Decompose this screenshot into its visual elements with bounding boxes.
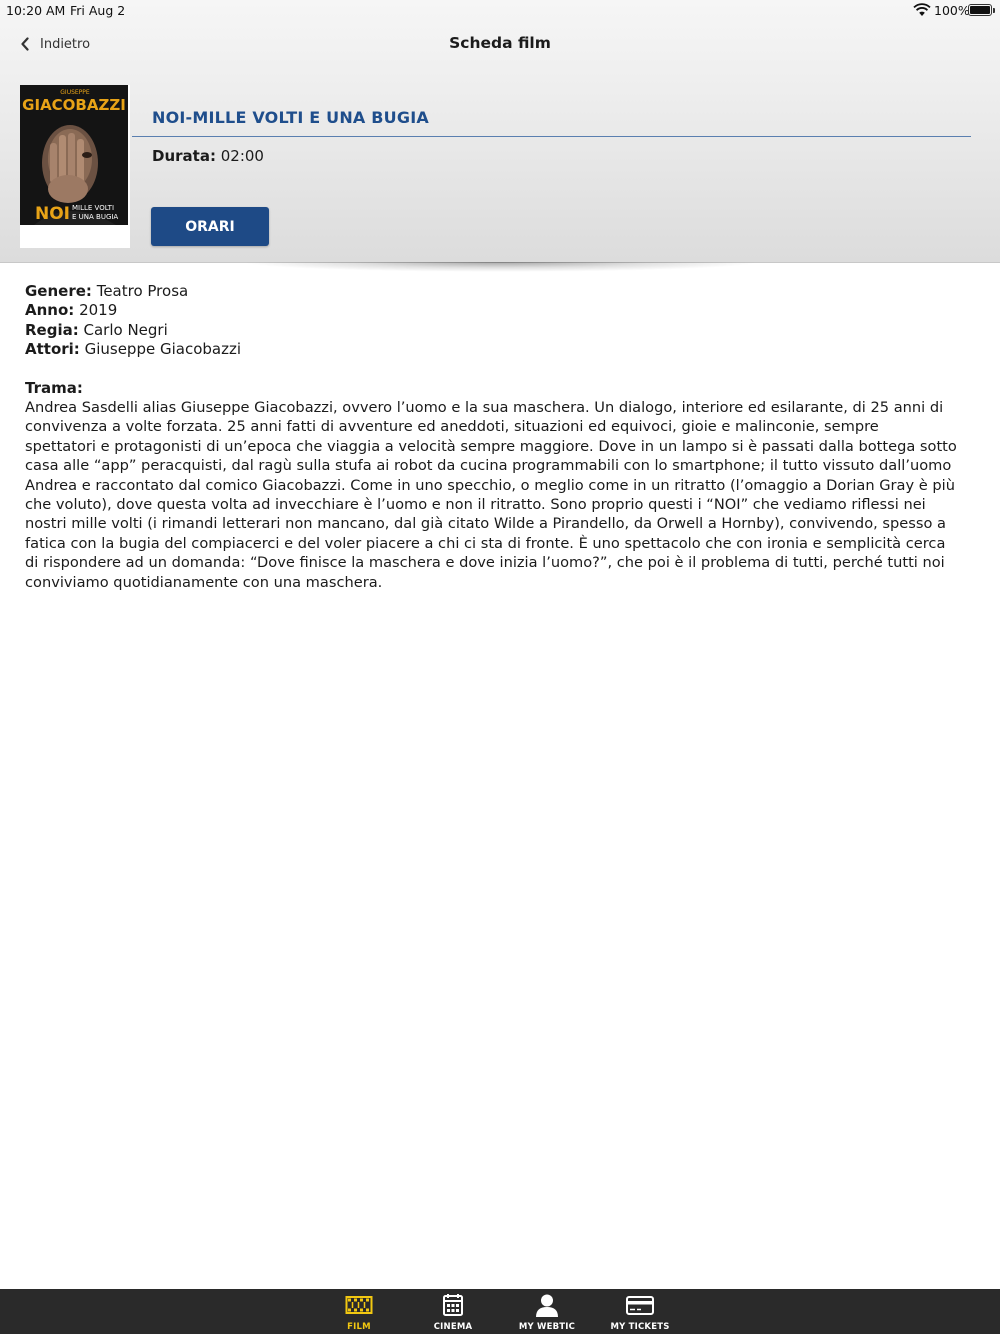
- attori-label: Attori:: [25, 340, 80, 359]
- genere-label: Genere:: [25, 282, 92, 300]
- tab-my-tickets[interactable]: [593, 1289, 687, 1334]
- regia-value: Carlo Negri: [83, 320, 168, 339]
- calendar-icon: [439, 1293, 467, 1317]
- film-strip-icon: [345, 1293, 373, 1317]
- durata-label: Durata:: [152, 147, 216, 165]
- back-label: Indietro: [40, 36, 91, 52]
- anno-row: [25, 301, 980, 320]
- genere-value: Teatro Prosa: [96, 282, 189, 300]
- credit-card-icon: [626, 1293, 654, 1317]
- tab-cinema-label: CINEMA: [433, 1322, 473, 1332]
- trama-line: di rispondere ad un domanda: “Dove finisce la maschera e dove inizia l’uomo?”, che poi è il problema di tutti, perché tutti noi: [25, 554, 945, 572]
- tab-my-tickets-label: MY TICKETS: [610, 1322, 670, 1332]
- tab-film[interactable]: [312, 1289, 406, 1334]
- poster-line2: E UNA BUGIA: [72, 213, 119, 221]
- trama-line: convivenza a volte forzata. 25 anni fatti di avventure ed aneddoti, situazioni ed equivoci, gioie e malinconie, sempre: [25, 418, 879, 436]
- tab-my-webtic-label: MY WEBTIC: [518, 1322, 576, 1332]
- poster-noi: NOI: [35, 204, 71, 224]
- tab-film-label: FILM: [347, 1322, 371, 1332]
- header-shadow: [240, 262, 760, 272]
- trama-line: conviviamo quotidianamente con una maschera.: [25, 573, 383, 591]
- tab-my-webtic[interactable]: [500, 1289, 594, 1334]
- user-icon: [533, 1293, 561, 1317]
- trama-label: Trama:: [25, 378, 83, 397]
- trama-line: casa alle “app” peracquisti, dal ragù sulla stufa ai robot da cucina programmabili con lo smartphone; il tutto vissuto dall’uomo: [25, 457, 952, 475]
- status-time: 10:20 AM: [6, 3, 66, 18]
- page-title: Scheda film: [449, 34, 551, 52]
- status-date: Fri Aug 2: [70, 3, 126, 18]
- trama-line: Andrea e raccontato dal comico Giacobazzi. Come in uno specchio, o meglio come in un ritratto (l’omaggio a Dorian Gray è più: [25, 476, 955, 494]
- attori-value: Giuseppe Giacobazzi: [84, 340, 241, 359]
- anno-label: Anno:: [25, 301, 75, 320]
- attori-row: [25, 340, 980, 359]
- durata-row: [152, 147, 264, 165]
- status-bar: [0, 0, 1000, 22]
- trama-line: nostri mille volti (i rimandi letterari non mancano, dal già citato Wilde a Pirandello, da Orwell a Hornby), convivendo, spesso a: [25, 515, 946, 533]
- battery-icon: [968, 4, 992, 16]
- regia-label: Regia:: [25, 320, 79, 339]
- tab-bar: [0, 1289, 1000, 1334]
- battery-percentage: 100%: [934, 3, 970, 18]
- orari-button[interactable]: ORARI: [151, 207, 269, 246]
- film-title: NOI-MILLE VOLTI E UNA BUGIA: [152, 108, 429, 127]
- wifi-icon: [913, 3, 931, 17]
- poster-name: GIACOBAZZI: [22, 96, 126, 114]
- trama-text: [25, 398, 980, 592]
- anno-value: 2019: [79, 301, 118, 320]
- trama-line: che voluto), dove questa volta ad invecchiare è l’uomo e non il ritratto. Sono proprio questi i “NOI” che vediamo riflessi nei: [25, 496, 926, 514]
- poster-line1: MILLE VOLTI: [72, 204, 115, 212]
- film-details: [25, 282, 980, 592]
- tab-cinema[interactable]: [406, 1289, 500, 1334]
- trama-line: spettatori e protagonisti di un’epoca che viaggia a velocità sempre maggiore. Dove in un lampo si è passati dalla bottega sotto: [25, 437, 957, 455]
- title-divider: [132, 136, 971, 137]
- trama-line: Andrea Sasdelli alias Giuseppe Giacobazzi, ovvero l’uomo e la sua maschera. Un dialogo, interiore ed esilarante, di 25 anni di: [25, 399, 944, 417]
- regia-row: [25, 321, 980, 340]
- film-poster: [20, 85, 130, 248]
- battery-tip: [993, 8, 995, 13]
- genere-row: [25, 282, 980, 301]
- poster-top-line: GIUSEPPE: [60, 89, 90, 96]
- durata-value: 02:00: [220, 147, 264, 165]
- chevron-left-icon: [20, 37, 30, 51]
- back-button[interactable]: [20, 34, 90, 54]
- trama-line: fatica con la bugia del compiacerci e del voler piacere a chi ci sta di fronte. È uno spettacolo che con ironia e semplicità cerca: [25, 534, 946, 552]
